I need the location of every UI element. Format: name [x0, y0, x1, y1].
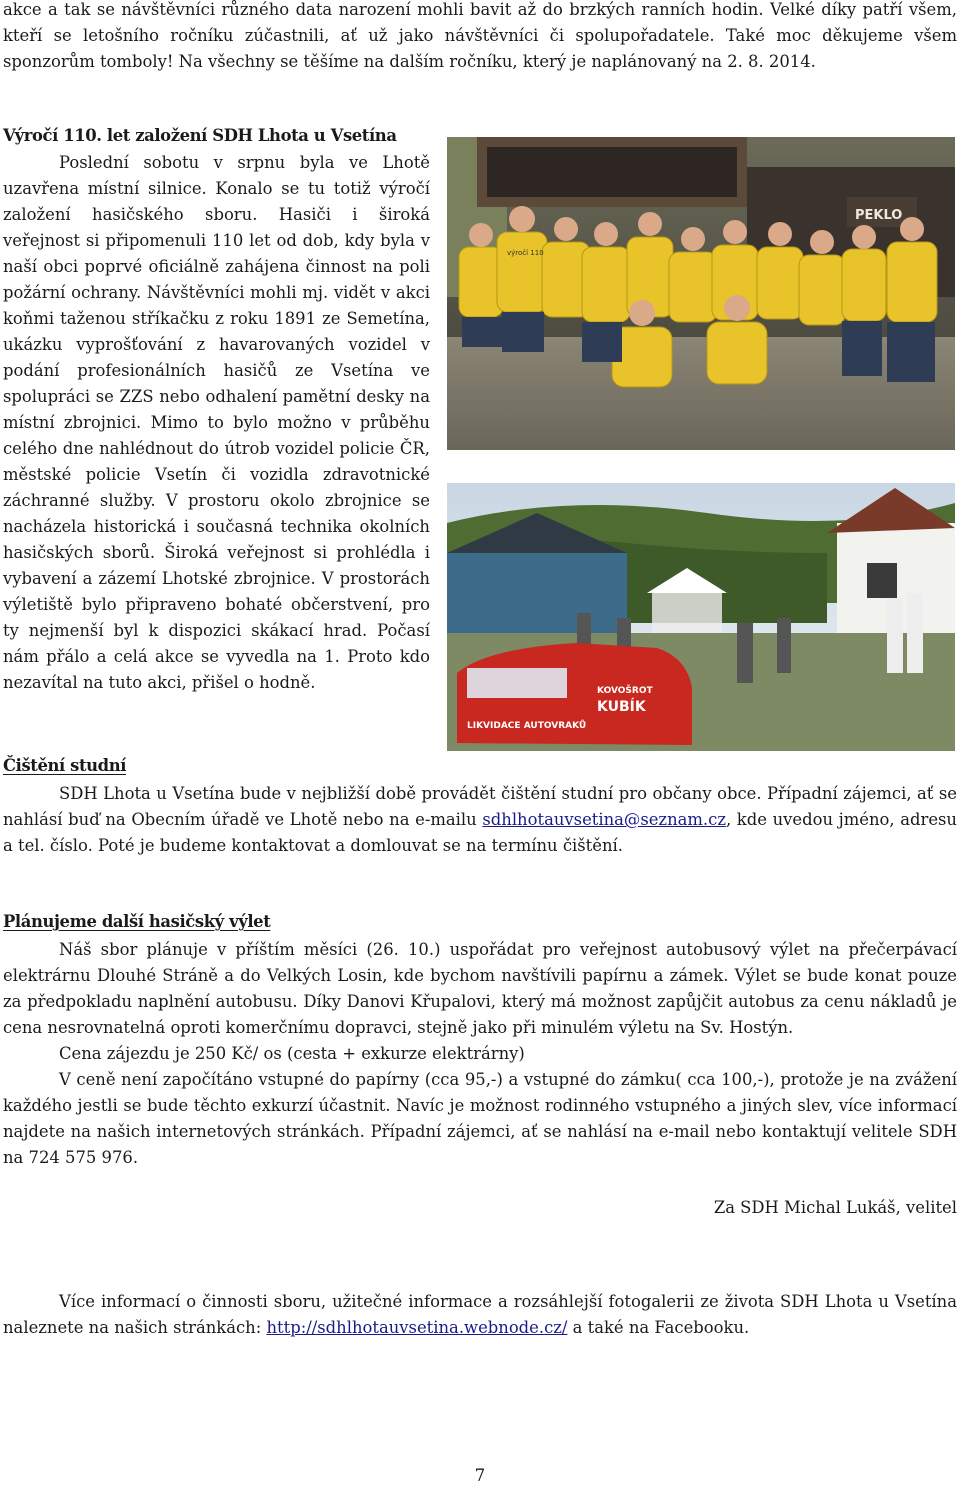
group-photo — [447, 137, 955, 450]
wells-heading: Čištění studní — [3, 756, 127, 775]
page-number: 7 — [474, 1466, 486, 1485]
wells-text-after: , kde uvedou jméno, adresu a tel. číslo. Poté je budeme kontaktovat a domlouvat se na termínu čištění. — [3, 810, 957, 855]
more-info-paragraph — [3, 1289, 957, 1341]
pub-sign-text: PEKLO — [855, 208, 903, 223]
trip-paragraph-3: V ceně není započítáno vstupné do papírny (cca 95,-) a vstupné do zámku( cca 100,-), protože je na zvážení každého jestli se bude těchto exkurzí účastnit. Navíc je možnost rodinného vstupného a jiných slev, více informací najdete na našich internetových stránkách. Případní zájemci, ať se nahlásí na e-mail nebo kontaktují velitele SDH na 724 575 976. — [3, 1070, 957, 1167]
trip-paragraph-1: Náš sbor plánuje v příštím měsíci (26. 10.) uspořádat pro veřejnost autobusový výlet na přečerpávací elektrárnu Dlouhé Stráně a do Velkých Losin, kde bychom navštívili papírnu a zámek. Výlet se bude konat pouze za předpokladu naplnění autobusu. Díky Danovi Křupalovi, který má možnost zapůjčit autobus za cenu nákladů je cena nesrovnatelná oproti komerčnímu dopravci, stejně jako při minulém výletu na Sv. Hostýn. — [3, 940, 957, 1037]
wells-paragraph — [3, 781, 957, 859]
anniversary-paragraph: Poslední sobotu v srpnu byla ve Lhotě uzavřena místní silnice. Konalo se tu totiž výročí založení hasičského sboru. Hasiči i široká veřejnost si připomenuli 110 let od dob, kdy byla v naší obci poprvé oficiálně zahájena činnost na poli požární ochrany. Návštěvníci mohli mj. vidět v akci koňmi taženou stříkačku z roku 1891 ze Semetína, ukázku vyprošťování z havarovaných vozidel v podání profesionálních hasičů ze Vsetína ve spolupráci se ZZS nebo odhalení pamětní desky na místní zbrojnici. Mimo to bylo možno v průběhu celého dne nahlédnout do útrob vozidel policie ČR, městské policie Vsetín či vozidla zdravotnické záchranné služby. V prostoru okolo zbrojnice se nacházela historická i současná technika okolních hasičských sborů. Široká veřejnost si prohlédla i vybavení a zázemí Lhotské zbrojnice. V prostorách výletiště bylo připraveno bohaté občerstvení, pro ty nejmenší byl k dispozici skákací hrad. Počasí nám přálo a celá akce se vyvedla na 1. Proto kdo nezavítal na tuto akci, přišel o hodně. — [3, 153, 430, 692]
event-photo — [447, 483, 955, 751]
car-text-kubik: KUBÍK — [597, 699, 646, 715]
signature: Za SDH Michal Lukáš, velitel — [713, 1198, 957, 1217]
car-text-kovosrot: KOVOŠROT — [597, 686, 653, 696]
trip-heading: Plánujeme další hasičský výlet — [3, 912, 271, 931]
wells-text-before: SDH Lhota u Vsetína bude v nejbližší době provádět čištění studní pro občany obce. Případní zájemci, ať se nahlásí buď na Obecním úřadě ve Lhotě nebo na e-mailu — [3, 784, 957, 829]
website-link[interactable]: http://sdhlhotauvsetina.webnode.cz/ — [266, 1318, 568, 1337]
anniversary-heading: Výročí 110. let založení SDH Lhota u Vsetína — [3, 126, 397, 145]
more-text-after: a také na Facebooku. — [567, 1318, 750, 1337]
email-link[interactable]: sdhlhotauvsetina@seznam.cz — [482, 810, 726, 829]
trip-price: Cena zájezdu je 250 Kč/ os (cesta + exkurze elektrárny) — [59, 1044, 525, 1063]
car-text-side: LIKVIDACE AUTOVRAKŮ — [467, 721, 587, 731]
intro-paragraph: akce a tak se návštěvníci různého data narození mohli bavit až do brzkých ranních hodin. Velké díky patří všem, kteří se letošního ročníku zúčastnili, ať už jako návštěvníci či spolupořadatele. Také moc děkujeme všem sponzorům tomboly! Na všechny se těšíme na dalším ročníku, který je naplánovaný na 2. 8. 2014. — [3, 0, 957, 71]
more-text-before: Více informací o činnosti sboru, užitečné informace a rozsáhlejší fotogalerii ze života SDH Lhota u Vsetína naleznete na našich stránkách: — [3, 1292, 957, 1337]
shirt-print-text: výročí 110 — [507, 249, 544, 257]
